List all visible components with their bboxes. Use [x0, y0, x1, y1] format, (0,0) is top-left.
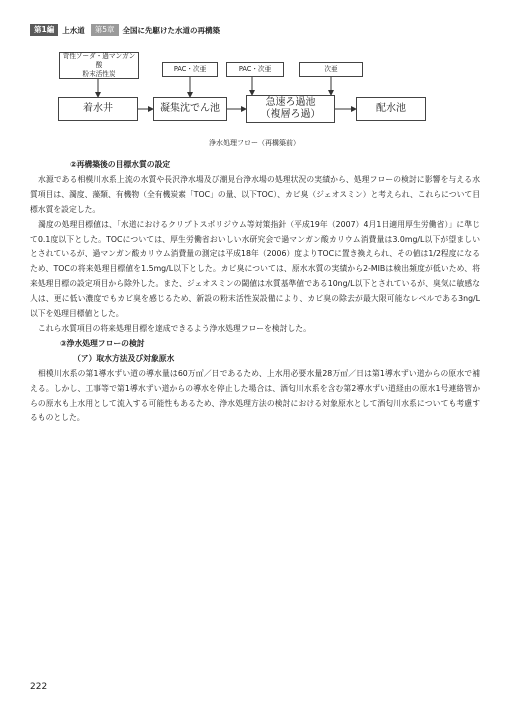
heading-target-quality: ②再構築後の目標水質の設定: [70, 160, 171, 169]
process-rapid-filter: [246, 95, 335, 123]
main-text: [30, 158, 480, 426]
process-distribution-reservoir: 配水池: [356, 97, 426, 121]
chemical-box-pretreatment: [59, 52, 139, 79]
heading-flow-study: ③浄水処理フローの検討: [60, 338, 145, 348]
process-receiving-well: 着水井: [58, 97, 138, 121]
heading-intake-method: （ア）取水方法及び対象原水: [73, 353, 175, 363]
part-badge: 第1編: [30, 24, 58, 36]
paragraph-2: 濁度の処理目標値は、「水道におけるクリプトスポリジウム等対策指針（平成19年（2007）4月1日適用厚生労働省）」に準じて0.1度以下とした。TOCについては、厚生労働省おいしい水研究会で過マンガン酸カリウム消費量は3.0mg/L以下が望ましいとされているが、過マンガン酸カリウム消費量の測定は平成18年（2006）度よりTOCに置き換えられ、その値は1/2程度になるため、TOCの将来処理目標値を1.5mg/L以下とした。カビ臭については、原水水質の実績から2-MIBは検出頻度が低いため、将来処理目標の設定項目から除外した。また、ジェオスミンの閾値は水質基準値である10ng/L以下とされているが、臭気に敏感な人は、更に低い濃度でもカビ臭を感じるため、新設の粉末活性炭設備により、カビ臭の除去が最大限可能なレベルである3ng/L以下を処理目標値とした。: [30, 219, 480, 319]
chapter-title: 全国に先駆けた水道の再構築: [122, 25, 220, 35]
chemical-box-chlorine: 次亜: [299, 62, 363, 77]
chemical-box-coagulation: PAC・次亜: [162, 62, 218, 77]
rapid-filter-line-1: 急速ろ過池: [265, 97, 316, 108]
chemical-box-filtration: PAC・次亜: [226, 62, 284, 77]
chemical-line-1: 苛性ソーダ・過マンガン酸: [62, 52, 136, 69]
paragraph-4: 相模川水系の第1導水ずい道の導水量は60万㎥／日であるため、上水用必要水量28万㎥／日は第1導水ずい道からの原水で補える。しかし、工事等で第1導水ずい道からの導水を停止した場合は、酒匂川水系を含む第2導水ずい道経由の原水1号連絡管からの原水も上水用として流入する可能性もあるため、浄水処理方法の検討における対象原水として酒匂川水系についても考慮するものとした。: [30, 368, 480, 423]
chapter-badge: 第5章: [91, 24, 119, 36]
process-sedimentation-basin: 凝集沈でん池: [153, 97, 227, 121]
paragraph-1: 水源である相模川水系上流の水質や長沢浄水場及び潮見台浄水場の処理状況の実績から、処理フローの検討に影響を与える水質項目は、濁度、藻類、有機物（全有機炭素「TOC」の量、以下TOC）、カビ臭（ジェオスミン）と考えられ、これらについて目標水質を設定した。: [30, 174, 480, 214]
part-label: 上水道: [62, 25, 85, 35]
paragraph-3: これら水質項目の将来処理目標を達成できるよう浄水処理フローを検討した。: [38, 323, 311, 333]
rapid-filter-line-2: （複層ろ過）: [260, 109, 321, 120]
page-number: 222: [30, 682, 48, 692]
diagram-caption: 浄水処理フロー（再構築前）: [209, 139, 300, 147]
treatment-flow-diagram: [0, 0, 509, 150]
chemical-line-2: 粉末活性炭: [82, 70, 116, 78]
